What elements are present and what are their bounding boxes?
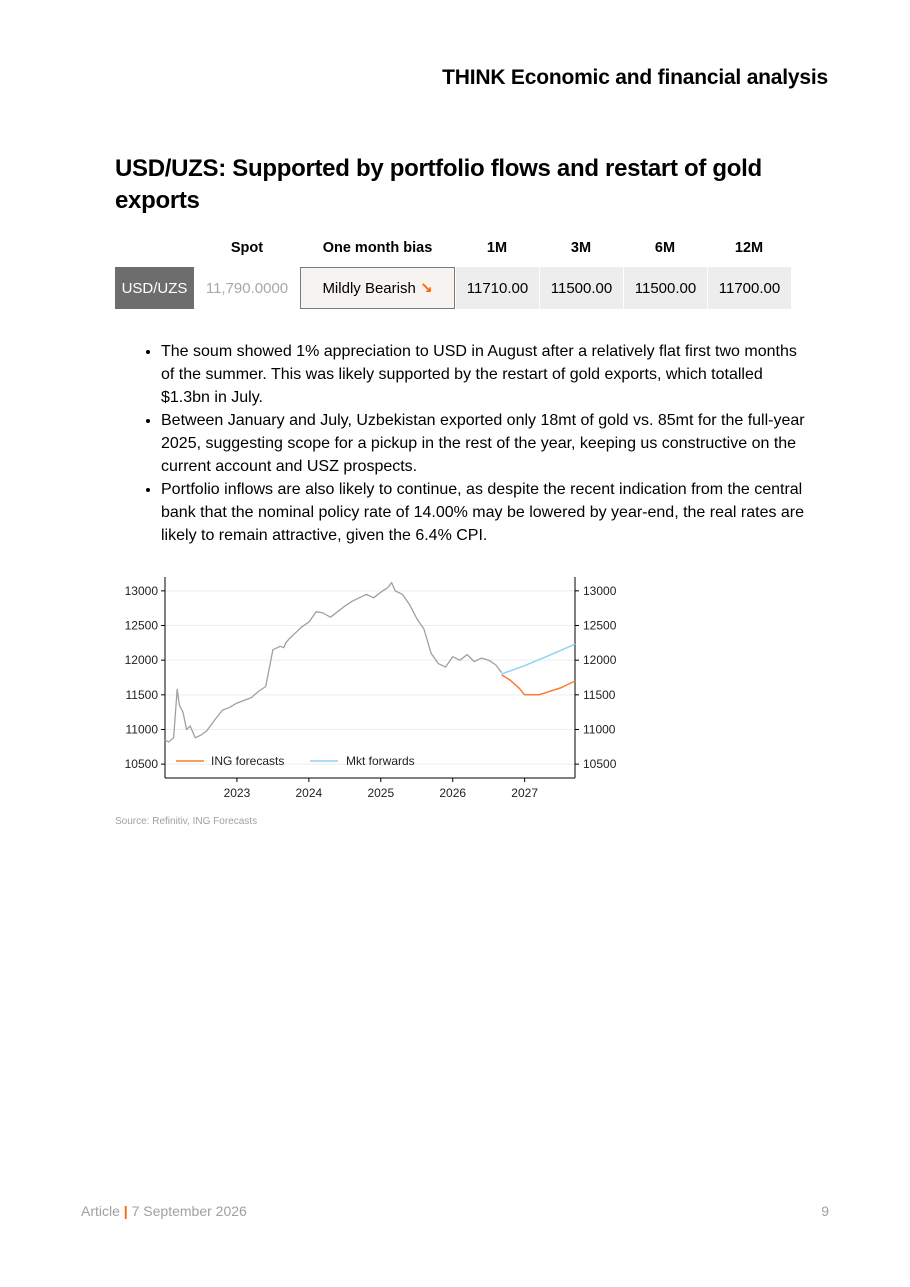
forecast-table-header bbox=[115, 228, 791, 267]
bullet-item: • Portfolio inflows are also likely to continue, as despite the recent indication from the central bank that the nominal policy rate of 14.00% may be lowered by year-end, the real rates are likely to remain attractive, given the 6.4% CPI. bbox=[161, 478, 811, 547]
header-bias: One month bias bbox=[322, 239, 433, 256]
y-tick-label-left: 12000 bbox=[124, 653, 158, 668]
spot-cell: 11,790.0000 bbox=[205, 279, 289, 297]
bias-cell bbox=[300, 267, 455, 309]
legend-label-ing: ING forecasts bbox=[211, 754, 285, 768]
y-tick-label-right: 12000 bbox=[583, 653, 617, 668]
chart-source: Source: Refinitiv, ING Forecasts bbox=[115, 816, 258, 827]
ing-forecast-line bbox=[502, 675, 575, 695]
forecast-12m-cell: 11700.00 bbox=[707, 267, 791, 309]
y-tick-label-right: 11500 bbox=[583, 687, 616, 702]
y-tick-label-right: 11000 bbox=[583, 722, 616, 737]
x-tick-label: 2023 bbox=[223, 786, 251, 800]
header-6m: 6M bbox=[654, 239, 676, 256]
market-forwards-line bbox=[502, 644, 575, 674]
y-tick-label-left: 12500 bbox=[124, 618, 158, 633]
y-tick-label-left: 11500 bbox=[125, 687, 158, 702]
bias-label: Mildly Bearish bbox=[322, 280, 416, 297]
y-tick-label-right: 12500 bbox=[583, 618, 617, 633]
y-tick-label-left: 10500 bbox=[124, 757, 158, 772]
header-pair bbox=[115, 228, 194, 267]
legend-label-fwd: Mkt forwards bbox=[346, 754, 415, 768]
y-tick-label-left: 13000 bbox=[124, 583, 158, 598]
currency-pair-cell: USD/UZS bbox=[115, 267, 194, 309]
x-tick-label: 2024 bbox=[295, 786, 323, 800]
report-header-title: THINK Economic and financial analysis bbox=[442, 66, 828, 89]
bullet-item: • Between January and July, Uzbekistan exported only 18mt of gold vs. 85mt for the full-year 2025, suggesting scope for a pickup in the rest of the year, keeping us constructive on the current account and USZ prospects. bbox=[161, 409, 811, 478]
bullet-item: • The soum showed 1% appreciation to USD in August after a relatively flat first two months of the summer. This was likely supported by the restart of gold exports, which totalled $1.3bn in July. bbox=[161, 340, 811, 409]
section-heading: USD/UZS: Supported by portfolio flows and restart of gold exports bbox=[115, 155, 762, 214]
header-1m: 1M bbox=[486, 239, 508, 256]
usd-uzs-chart bbox=[110, 572, 630, 807]
forecast-table-row bbox=[115, 267, 791, 309]
forecast-1m-cell: 11710.00 bbox=[455, 267, 539, 309]
forecast-6m-cell: 11500.00 bbox=[623, 267, 707, 309]
x-tick-label: 2027 bbox=[511, 786, 539, 800]
y-tick-label-left: 11000 bbox=[125, 722, 158, 737]
y-tick-label-right: 13000 bbox=[583, 583, 617, 598]
footer-article-date bbox=[81, 1203, 247, 1219]
bullet-list bbox=[140, 340, 811, 547]
header-12m: 12M bbox=[734, 239, 764, 256]
forecast-3m-cell: 11500.00 bbox=[539, 267, 623, 309]
footer-separator: | bbox=[123, 1203, 128, 1219]
footer-page-number: 9 bbox=[821, 1203, 829, 1219]
y-tick-label-right: 10500 bbox=[583, 757, 617, 772]
history-line bbox=[165, 583, 502, 743]
footer-article-label: Article bbox=[81, 1203, 120, 1219]
footer-date: 7 September 2026 bbox=[131, 1203, 247, 1219]
forecast-table bbox=[115, 228, 791, 309]
arrow-down-right-icon: ↘ bbox=[419, 280, 433, 297]
header-spot: Spot bbox=[230, 239, 264, 256]
x-tick-label: 2026 bbox=[439, 786, 467, 800]
x-tick-label: 2025 bbox=[367, 786, 395, 800]
header-3m: 3M bbox=[570, 239, 592, 256]
